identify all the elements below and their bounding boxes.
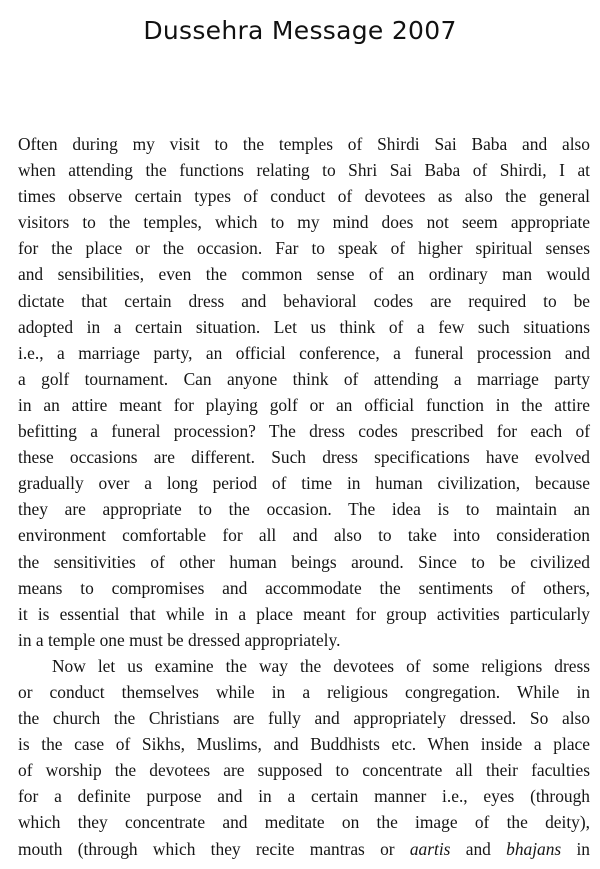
text-line: Often during my visit to the temples of Shirdi Sai Baba and also [18, 134, 590, 154]
text-line: visitors to the temples, which to my mind does not seem appropriate [18, 212, 590, 233]
text-line: environment comfortable for all and also to take into consideration [18, 525, 590, 546]
text-line: i.e., a marriage party, an official conference, a funeral procession and [18, 342, 590, 363]
text-line: Now let us examine the way the devotees of some religions dress [52, 655, 590, 676]
text-line: the sensitivities of other human beings around. Since to be civilized [18, 551, 590, 572]
text-line: is the case of Sikhs, Muslims, and Buddhists etc. When inside a place [18, 734, 590, 755]
text-line: of worship the devotees are supposed to concentrate all their faculties [18, 760, 590, 781]
article-body [18, 131, 590, 862]
text-line: dictate that certain dress and behavioral codes are required to be [18, 290, 590, 311]
text-line: for a definite purpose and in a certain manner i.e., eyes (through [18, 786, 590, 807]
text-fragment: mouth (through which they recite mantras or [18, 838, 410, 859]
paragraph-1 [18, 131, 590, 653]
text-fragment: and [450, 838, 507, 859]
paragraph-2 [18, 653, 590, 862]
text-line: it is essential that while in a place meant for group activities particularly [18, 603, 590, 624]
text-line: times observe certain types of conduct of devotees as also the general [18, 186, 590, 207]
page-title: Dussehra Message 2007 [143, 16, 457, 45]
text-line: in a temple one must be dressed appropriately. [18, 629, 341, 650]
text-line: these occasions are different. Such dress specifications have evolved [18, 447, 590, 468]
text-line: which they concentrate and meditate on the image of the deity), [18, 812, 590, 833]
text-line: adopted in a certain situation. Let us think of a few such situations [18, 316, 590, 337]
text-line [18, 836, 590, 862]
text-line: or conduct themselves while in a religious congregation. While in [18, 681, 590, 702]
text-line: gradually over a long period of time in human civilization, because [18, 473, 590, 494]
italic-term: bhajans [506, 838, 562, 859]
text-fragment: in [561, 838, 591, 859]
text-line: in an attire meant for playing golf or an official function in the attire [18, 394, 590, 415]
text-line: when attending the functions relating to Shri Sai Baba of Shirdi, I at [18, 160, 590, 181]
text-line: they are appropriate to the occasion. The idea is to maintain an [18, 499, 590, 520]
text-line: and sensibilities, even the common sense of an ordinary man would [18, 264, 590, 285]
text-line: befitting a funeral procession? The dress codes prescribed for each of [18, 421, 590, 442]
text-line: a golf tournament. Can anyone think of attending a marriage party [18, 368, 590, 389]
text-line: the church the Christians are fully and appropriately dressed. So also [18, 708, 590, 729]
text-line: for the place or the occasion. Far to speak of higher spiritual senses [18, 238, 590, 259]
italic-term: aartis [409, 838, 451, 859]
text-line: means to compromises and accommodate the sentiments of others, [18, 577, 590, 598]
